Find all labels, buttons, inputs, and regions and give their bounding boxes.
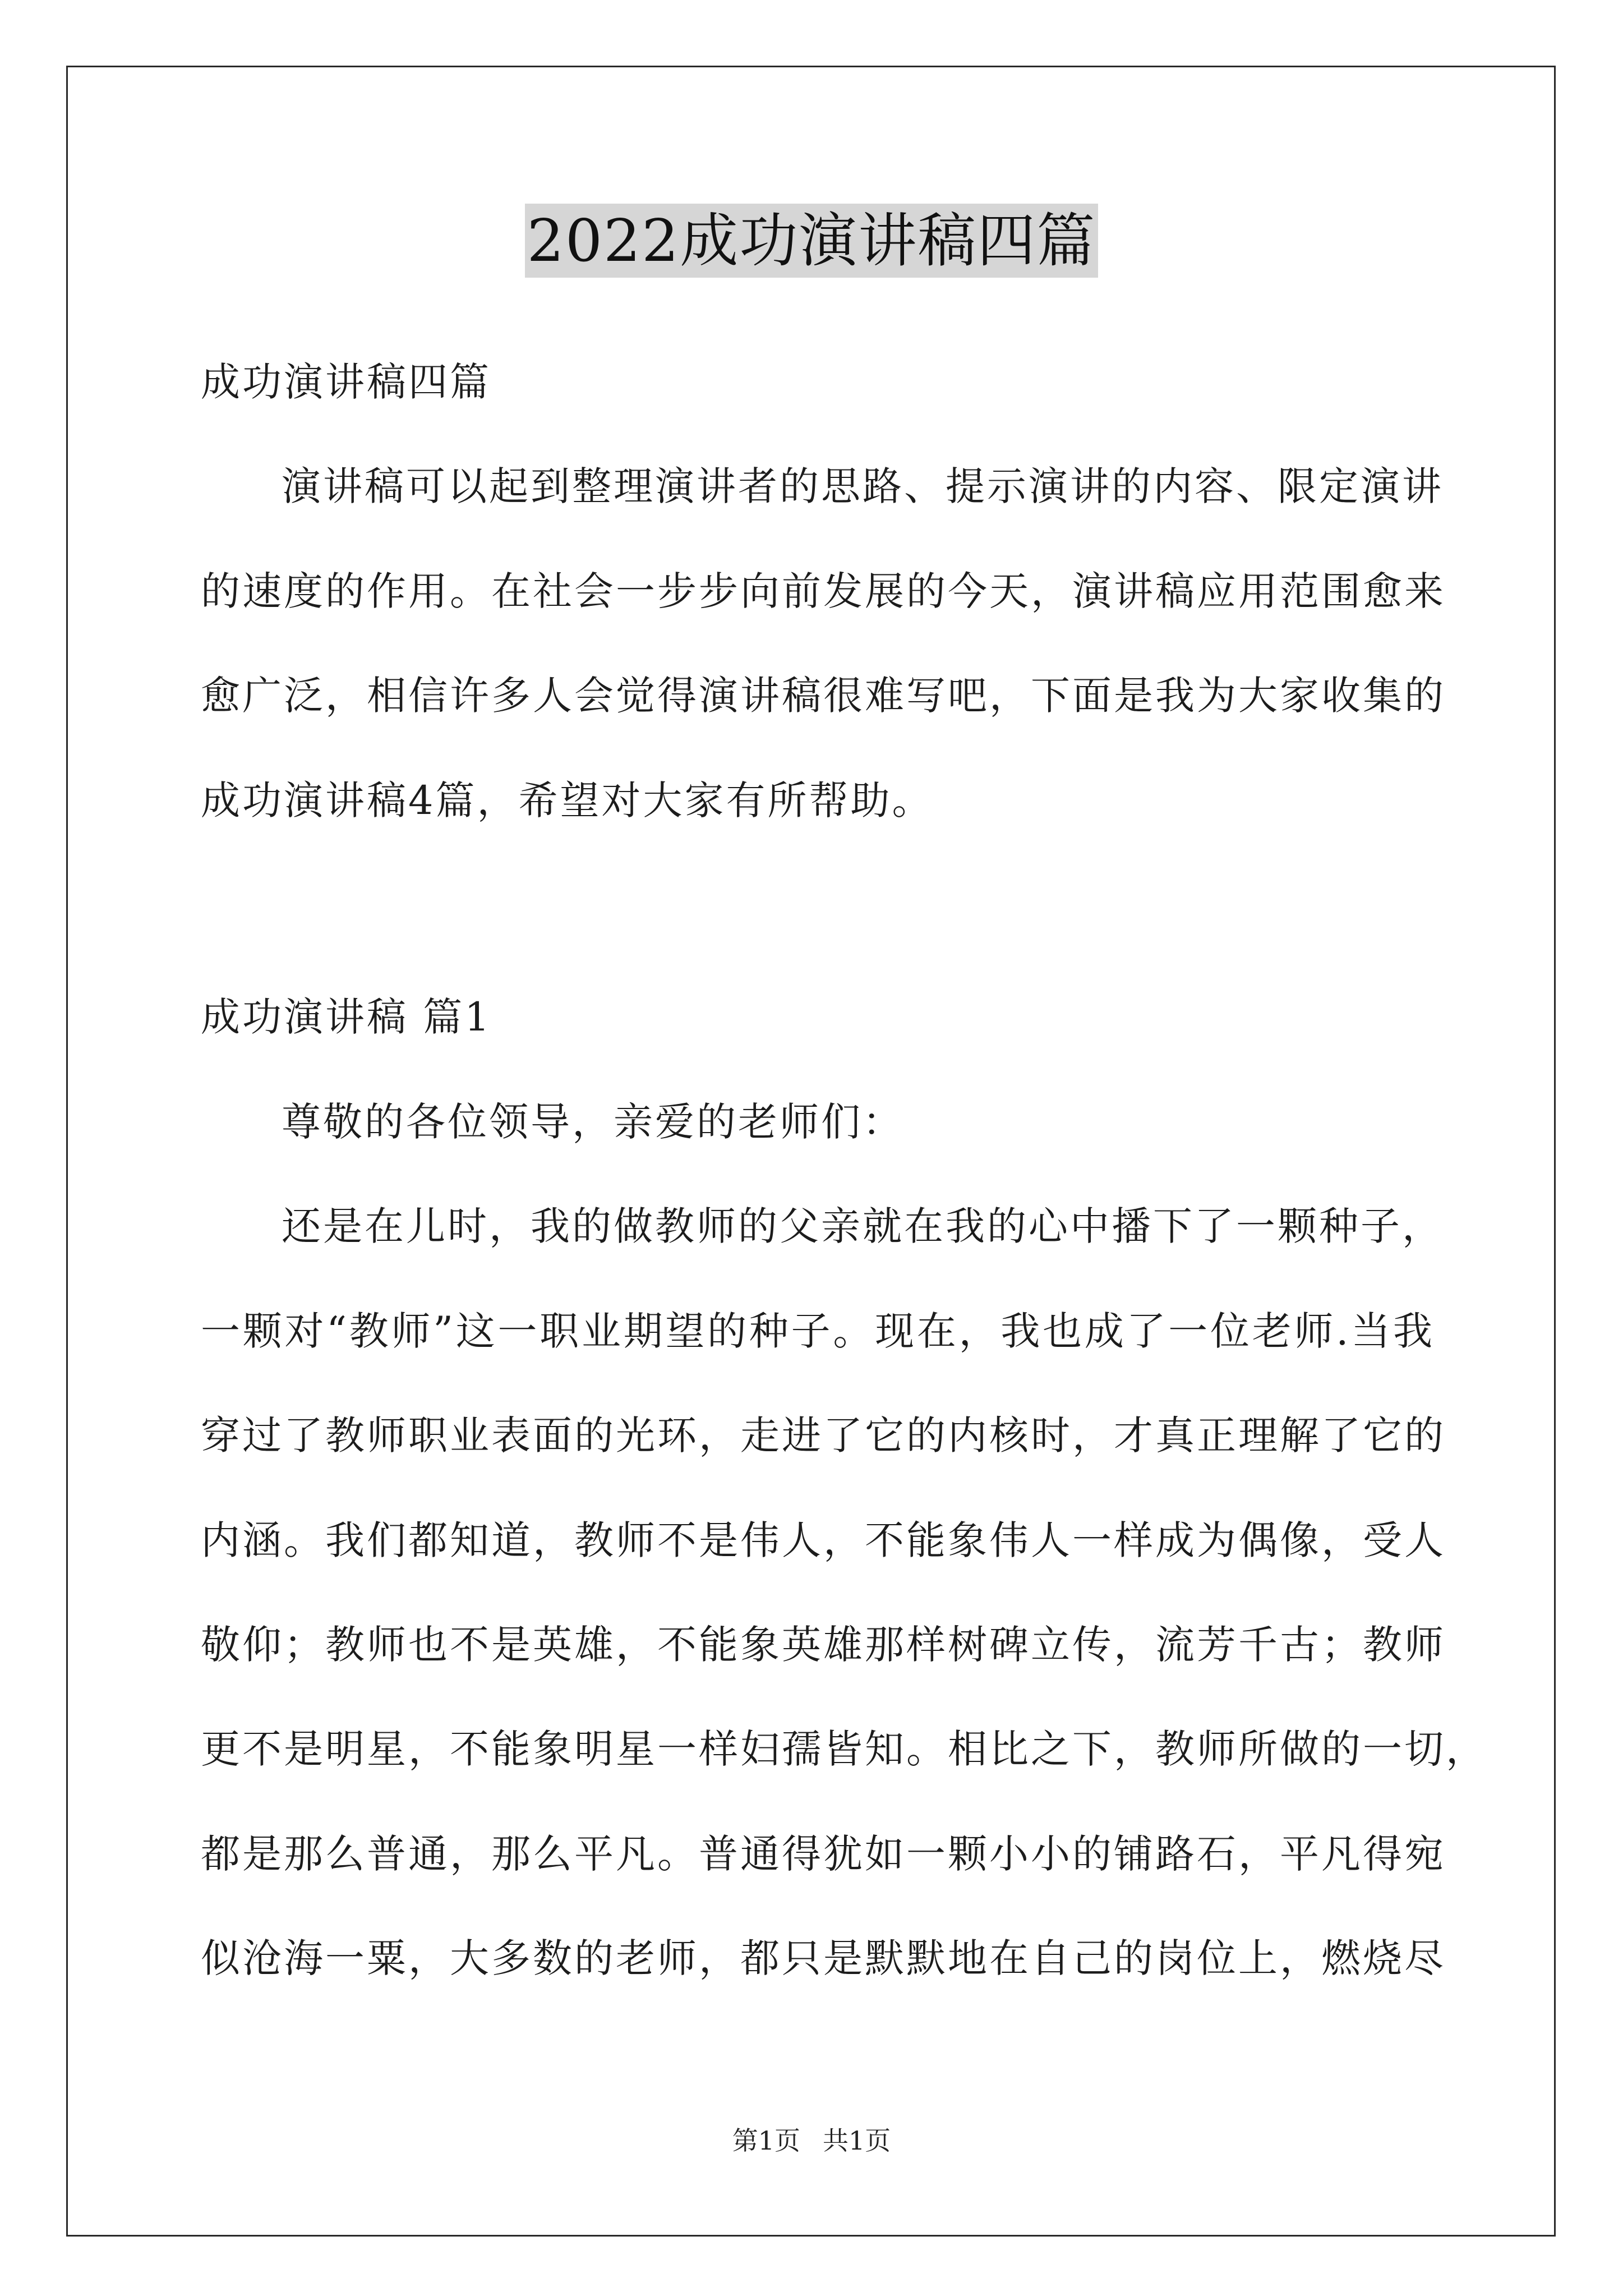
paragraph-line: 穿过了教师职业表面的光环，走进了它的内核时，才真正理解了它的 — [201, 1412, 1446, 1458]
page-total: 共1页 — [823, 2125, 891, 2156]
document-title: 2022成功演讲稿四篇 — [525, 204, 1099, 278]
paragraph-line: 的速度的作用。在社会一步步向前发展的今天，演讲稿应用范围愈来 — [201, 568, 1446, 614]
section-heading: 成功演讲稿 篇1 — [201, 994, 492, 1040]
paragraph-line: 都是那么普通，那么平凡。普通得犹如一颗小小的铺路石，平凡得宛 — [201, 1831, 1446, 1877]
page-footer — [0, 2125, 1623, 2156]
paragraph-line: 似沧海一粟，大多数的老师，都只是默默地在自己的岗位上，燃烧尽 — [201, 1935, 1446, 1981]
paragraph-line: 敬仰；教师也不是英雄，不能象英雄那样树碑立传，流芳千古；教师 — [201, 1622, 1446, 1668]
paragraph-line: 还是在儿时，我的做教师的父亲就在我的心中播下了一颗种子， — [282, 1203, 1444, 1249]
page-number: 第1页 — [732, 2125, 800, 2156]
paragraph-line: 一颗对“教师”这一职业期望的种子。现在，我也成了一位老师.当我 — [201, 1308, 1435, 1354]
title-container — [0, 204, 1623, 278]
section-heading: 成功演讲稿四篇 — [201, 359, 491, 405]
salutation-line: 尊敬的各位领导，亲爱的老师们： — [282, 1099, 904, 1145]
paragraph-line: 演讲稿可以起到整理演讲者的思路、提示演讲的内容、限定演讲 — [282, 463, 1444, 509]
paragraph-line: 内涵。我们都知道，教师不是伟人，不能象伟人一样成为偶像，受人 — [201, 1517, 1446, 1563]
paragraph-line: 更不是明星，不能象明星一样妇孺皆知。相比之下，教师所做的一切， — [201, 1726, 1487, 1772]
paragraph-line: 成功演讲稿4篇，希望对大家有所帮助。 — [201, 777, 934, 823]
paragraph-line: 愈广泛，相信许多人会觉得演讲稿很难写吧，下面是我为大家收集的 — [201, 673, 1446, 719]
